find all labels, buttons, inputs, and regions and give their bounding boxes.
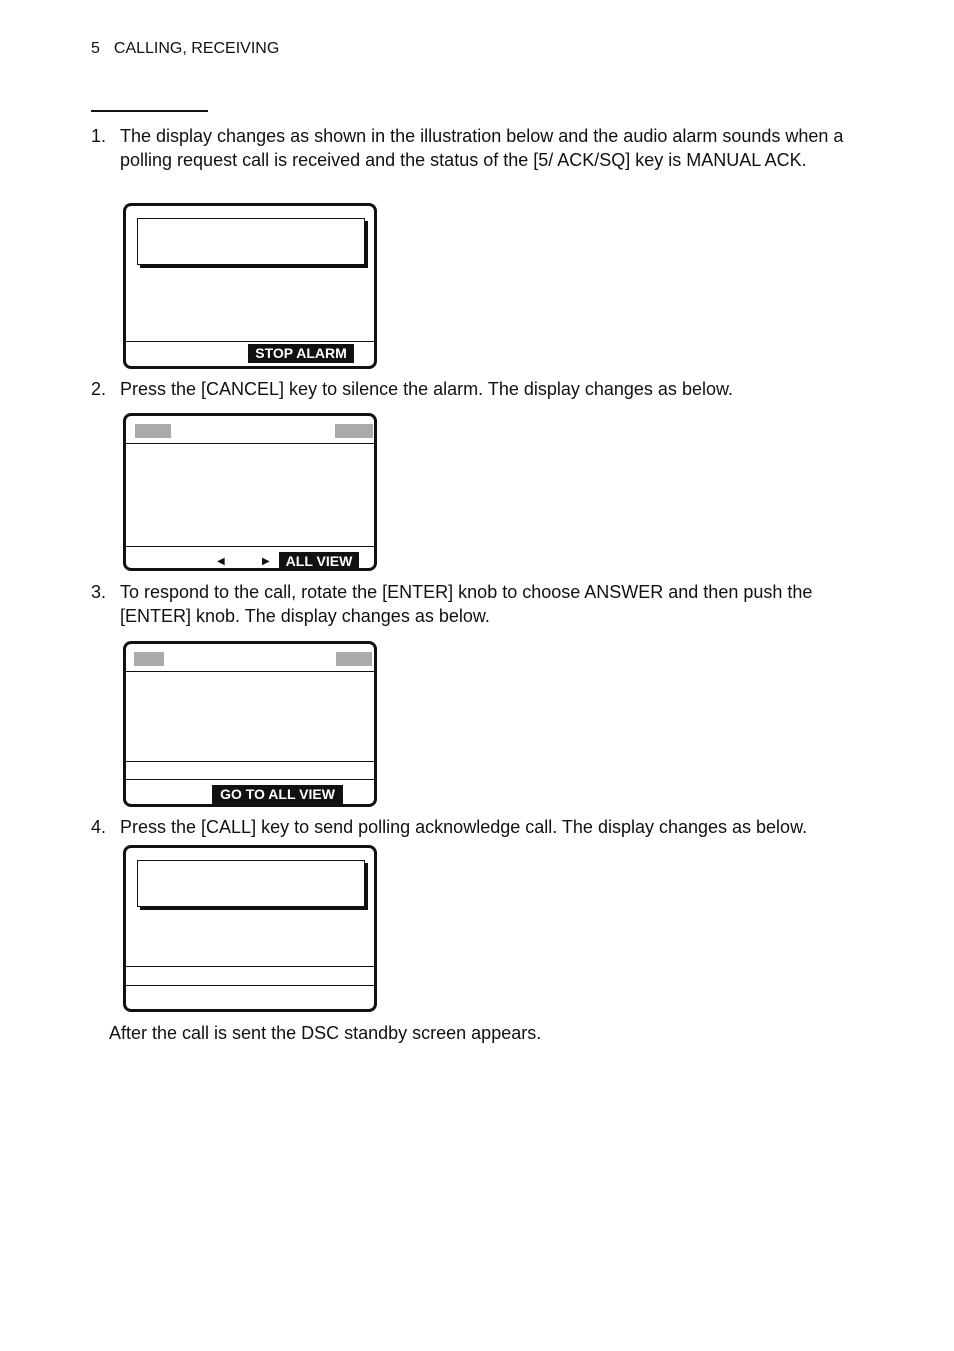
divider xyxy=(126,443,374,444)
divider xyxy=(126,761,374,762)
after-note: After the call is sent the DSC standby screen appears. xyxy=(109,1023,542,1043)
step-text: Press the [CALL] key to send polling acknowledge call. The display changes as below. xyxy=(120,817,808,837)
message-box xyxy=(137,218,365,265)
divider xyxy=(126,671,374,672)
step-number: 3. xyxy=(91,582,107,602)
divider xyxy=(126,779,374,780)
lcd-screen-answer xyxy=(123,641,377,807)
lcd-screen-sending xyxy=(123,845,377,1012)
stop-alarm-softkey[interactable]: STOP ALARM xyxy=(248,344,354,363)
heading-rule xyxy=(91,110,208,112)
divider xyxy=(126,546,374,547)
divider xyxy=(126,985,374,986)
step-text: The display changes as shown in the illustration below and the audio alarm sounds when a polling request call is received and the status of the [5/ ACK/SQ] key is MANUAL ACK. xyxy=(120,126,844,170)
divider xyxy=(126,966,374,967)
lcd-screen-alarm xyxy=(123,203,377,369)
right-arrow-icon[interactable]: ▶ xyxy=(262,556,270,567)
step-text: Press the [CANCEL] key to silence the alarm. The display changes as below. xyxy=(120,379,733,399)
status-indicator-right xyxy=(335,424,373,438)
page-number: 5 xyxy=(91,40,100,57)
status-indicator-left xyxy=(135,424,171,438)
all-view-softkey[interactable]: ALL VIEW xyxy=(279,552,359,571)
go-to-all-view-softkey[interactable]: GO TO ALL VIEW xyxy=(212,785,343,804)
step-number: 4. xyxy=(91,817,107,837)
step-number: 2. xyxy=(91,379,107,399)
message-box xyxy=(137,860,365,907)
status-indicator-left xyxy=(134,652,164,666)
step-number: 1. xyxy=(91,126,107,146)
left-arrow-icon[interactable]: ◀ xyxy=(217,556,225,567)
step-text: To respond to the call, rotate the [ENTER] knob to choose ANSWER and then push the [ENTER] knob. The display changes as below. xyxy=(120,582,813,626)
status-indicator-right xyxy=(336,652,372,666)
section-title: CALLING, RECEIVING xyxy=(113,40,280,57)
divider xyxy=(126,341,374,342)
lcd-screen-received xyxy=(123,413,377,571)
page-header xyxy=(91,40,279,58)
